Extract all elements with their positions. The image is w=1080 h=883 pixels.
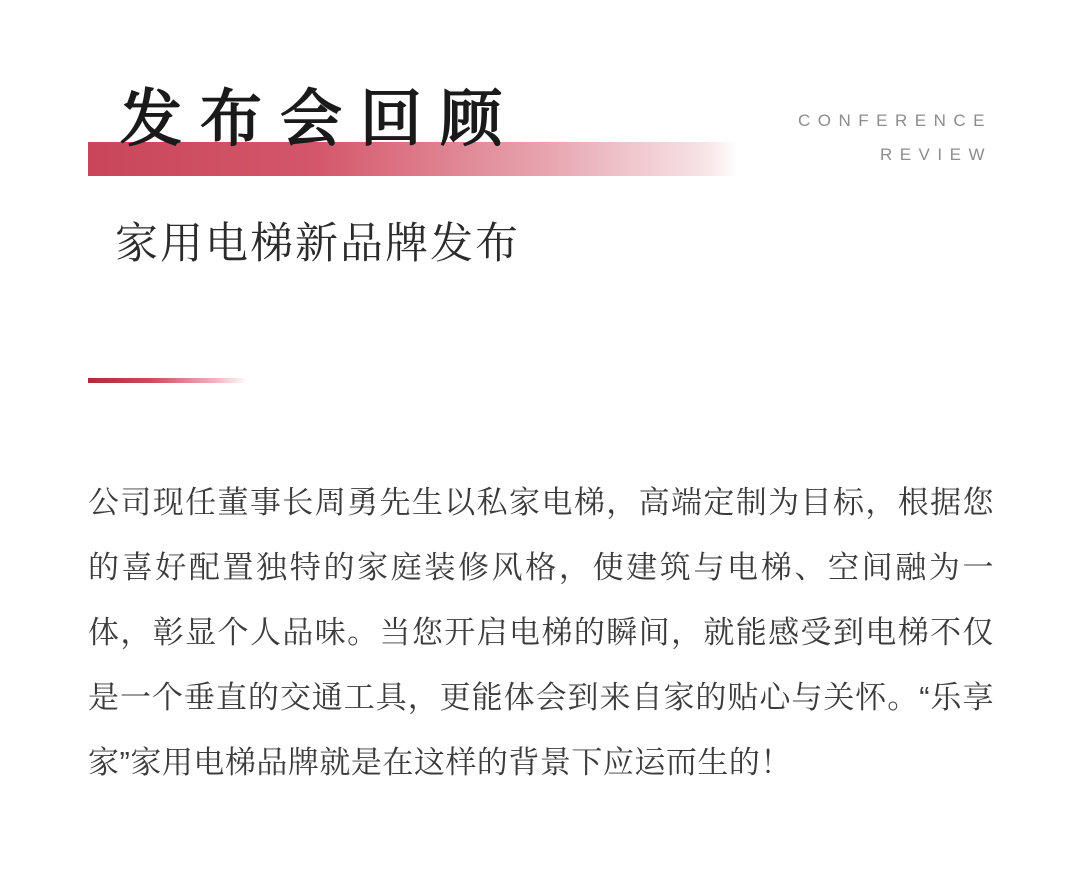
header-block: [88, 78, 992, 198]
english-title-line1: CONFERENCE: [797, 111, 992, 130]
english-title-line2: REVIEW: [879, 145, 992, 164]
page-title: 发布会回顾: [120, 85, 521, 154]
page-subtitle: 家用电梯新品牌发布: [115, 220, 520, 268]
section-divider: [88, 378, 248, 383]
body-paragraph: 公司现任董事长周勇先生以私家电梯，高端定制为目标，根据您的喜好配置独特的家庭装修风格，使建筑与电梯、空间融为一体，彰显个人品味。当您开启电梯的瞬间，就能感受到电梯不仅是一个垂直的交通工具，更能体会到来自家的贴心与关怀。“乐享家”家用电梯品牌就是在这样的背景下应运而生的！: [88, 485, 994, 780]
english-title: [798, 104, 992, 172]
